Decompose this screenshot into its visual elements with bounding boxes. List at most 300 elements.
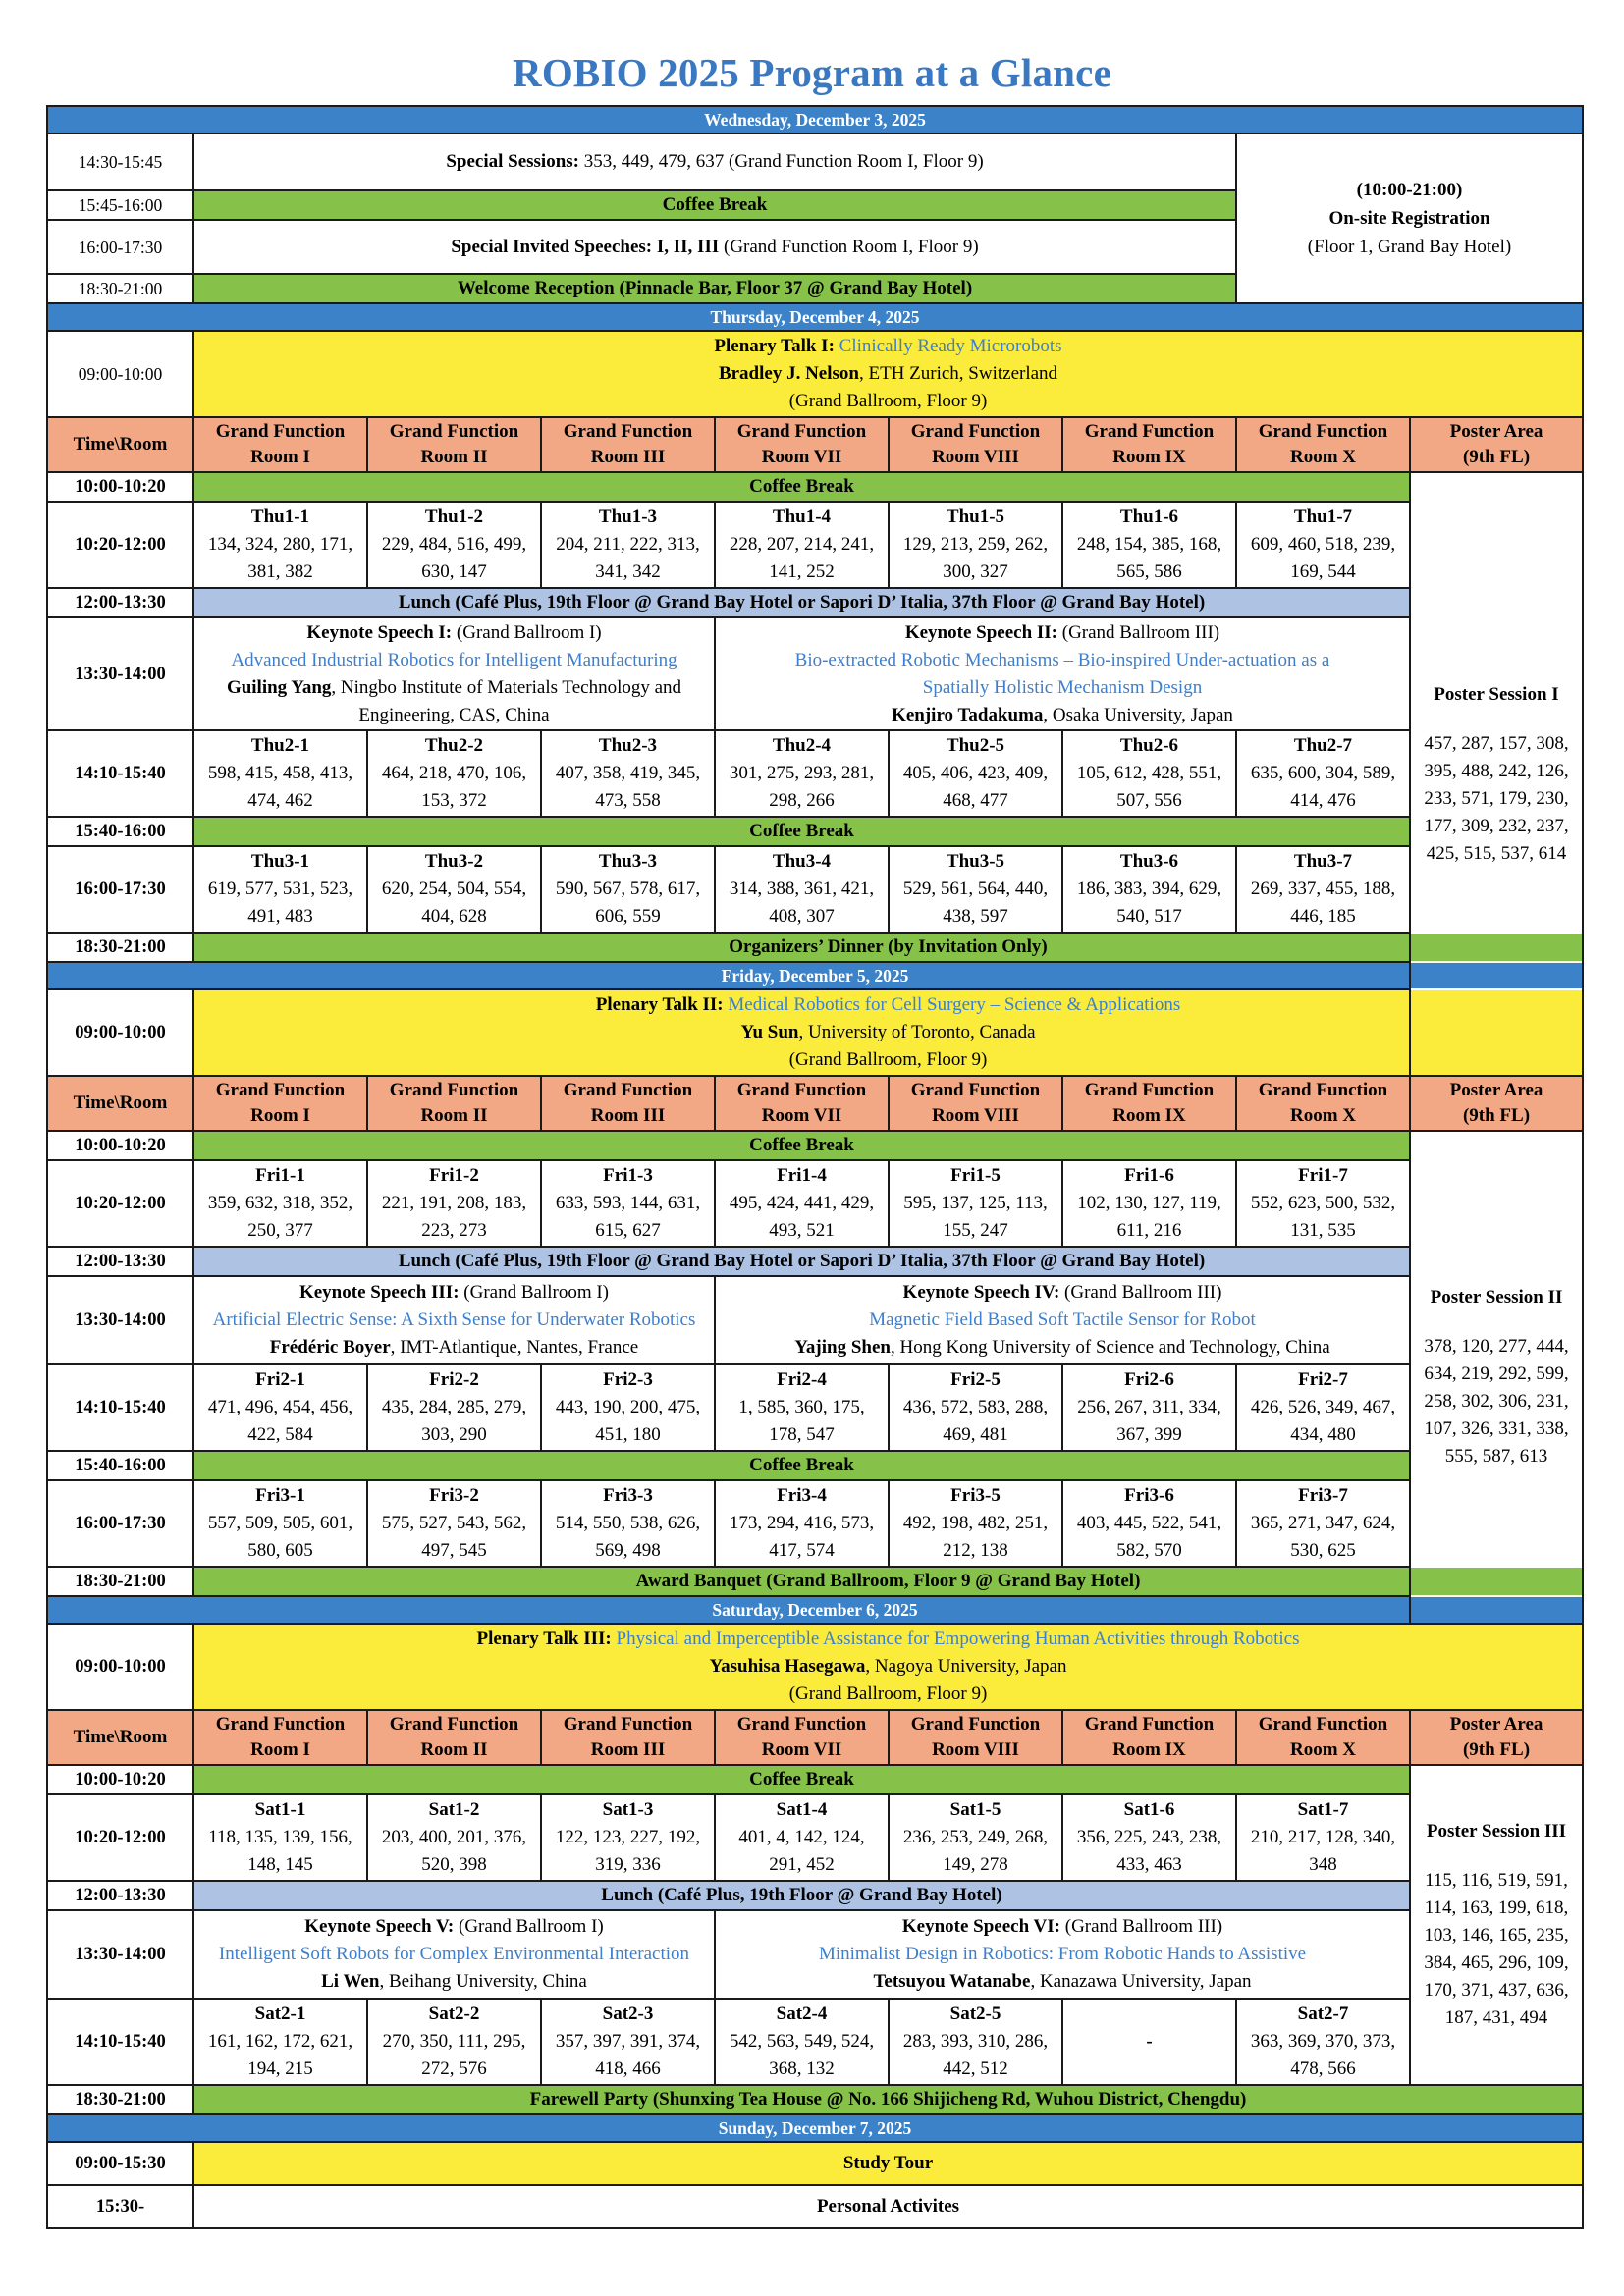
- time-cell: 15:45-16:00: [47, 190, 193, 220]
- paper-ids: 250, 377: [247, 1220, 313, 1241]
- time-cell: 18:30-21:00: [47, 1567, 193, 1596]
- poster-title: Poster Session II: [1430, 1287, 1563, 1308]
- session-cell: [1062, 846, 1236, 933]
- time-cell: 13:30-14:00: [47, 1910, 193, 1999]
- paper-ids: 381, 382: [247, 561, 313, 582]
- paper-ids: 446, 185: [1290, 906, 1356, 927]
- keynote-affiliation: Engineering, CAS, China: [358, 704, 550, 725]
- room-header: [715, 417, 889, 472]
- paper-ids: 580, 605: [247, 1540, 313, 1561]
- session-id: Fri2-4: [777, 1369, 827, 1390]
- paper-ids: 341, 342: [595, 561, 661, 582]
- keynote-location: (Grand Ballroom I): [452, 621, 602, 643]
- paper-ids: 620, 254, 504, 554,: [381, 879, 527, 899]
- poster-ids: 555, 587, 613: [1444, 1446, 1548, 1467]
- session-id: Fri1-1: [255, 1165, 305, 1186]
- paper-ids: 565, 586: [1116, 561, 1182, 582]
- session-id: Sat1-5: [949, 1799, 1001, 1820]
- paper-ids: 582, 570: [1116, 1540, 1182, 1561]
- paper-ids: 155, 247: [943, 1220, 1008, 1241]
- room-name: Grand Function Room VII: [736, 421, 867, 467]
- plenary-speaker: Bradley J. Nelson: [718, 363, 859, 384]
- paper-ids: 615, 627: [595, 1220, 661, 1241]
- coffee-break-cell: Coffee Break: [193, 190, 1236, 220]
- poster-ids: 170, 371, 437, 636,: [1424, 1980, 1569, 2001]
- room-name: Grand Function Room VIII: [910, 421, 1041, 467]
- special-sessions-label: Special Sessions:: [446, 151, 579, 172]
- paper-ids: 464, 218, 470, 106,: [381, 763, 527, 783]
- paper-ids: 203, 400, 201, 376,: [381, 1827, 527, 1847]
- registration-hours: (10:00-21:00): [1356, 180, 1463, 200]
- session-id: Fri1-6: [1124, 1165, 1174, 1186]
- session-cell: [715, 1794, 889, 1881]
- paper-ids: 210, 217, 128, 340,: [1250, 1827, 1396, 1847]
- time-cell: 18:30-21:00: [47, 2085, 193, 2114]
- paper-ids: 633, 593, 144, 631,: [555, 1193, 701, 1213]
- paper-ids: 405, 406, 423, 409,: [902, 763, 1049, 783]
- poster-ids: 457, 287, 157, 308,: [1424, 732, 1569, 754]
- paper-ids: 169, 544: [1290, 561, 1356, 582]
- paper-ids: 359, 632, 318, 352,: [207, 1193, 353, 1213]
- session-cell: [889, 1160, 1062, 1247]
- session-id: Fri3-4: [777, 1485, 827, 1506]
- room-header: [1410, 417, 1583, 472]
- paper-ids: 122, 123, 227, 192,: [555, 1827, 701, 1847]
- session-id: Fri2-6: [1124, 1369, 1174, 1390]
- award-banquet-cell: Award Banquet (Grand Ballroom, Floor 9 @ Grand Bay Hotel): [193, 1567, 1583, 1596]
- paper-ids: 134, 324, 280, 171,: [207, 534, 353, 555]
- paper-ids: 248, 154, 385, 168,: [1076, 534, 1222, 555]
- session-id: Thu1-1: [250, 507, 310, 527]
- time-cell: 16:00-17:30: [47, 846, 193, 933]
- paper-ids: 451, 180: [595, 1424, 661, 1445]
- keynote-affiliation: , IMT-Atlantique, Nantes, France: [390, 1337, 639, 1358]
- session-id: Thu3-2: [424, 851, 484, 872]
- keynote-affiliation: , Hong Kong University of Science and Technology, China: [890, 1337, 1330, 1358]
- time-cell: 13:30-14:00: [47, 1276, 193, 1364]
- keynote-speaker: Guiling Yang: [226, 676, 332, 698]
- time-cell: 14:30-15:45: [47, 133, 193, 190]
- session-id: Sat1-3: [602, 1799, 654, 1820]
- paper-ids: 434, 480: [1290, 1424, 1356, 1445]
- keynote-label: Keynote Speech VI:: [901, 1916, 1060, 1937]
- room-header: [1236, 417, 1410, 472]
- special-invited-label: Special Invited Speeches: I, II, III: [451, 236, 720, 257]
- paper-ids: 283, 393, 310, 286,: [902, 2031, 1049, 2052]
- time-cell: 09:00-15:30: [47, 2142, 193, 2185]
- paper-ids: 491, 483: [247, 906, 313, 927]
- paper-ids: 319, 336: [595, 1854, 661, 1875]
- session-id: Sat1-2: [428, 1799, 480, 1820]
- session-id: Fri2-7: [1298, 1369, 1348, 1390]
- room-name: Grand Function Room X: [1258, 1080, 1388, 1126]
- poster-ids: 258, 302, 306, 231,: [1424, 1391, 1569, 1412]
- paper-ids: 435, 284, 285, 279,: [381, 1397, 527, 1417]
- paper-ids: 606, 559: [595, 906, 661, 927]
- session-id: Fri1-3: [603, 1165, 653, 1186]
- session-cell: [715, 1160, 889, 1247]
- plenary-cell: [193, 989, 1583, 1076]
- keynote-cell: [715, 1276, 1410, 1364]
- keynote-location: (Grand Ballroom III): [1059, 1282, 1222, 1303]
- paper-ids: 367, 399: [1116, 1424, 1182, 1445]
- coffee-break-cell: Coffee Break: [193, 1451, 1410, 1480]
- session-id: Fri3-6: [1124, 1485, 1174, 1506]
- plenary-location: (Grand Ballroom, Floor 9): [788, 1049, 988, 1070]
- room-header: [193, 417, 367, 472]
- keynote-cell: [715, 617, 1410, 730]
- time-cell: 12:00-13:30: [47, 588, 193, 617]
- organizers-dinner-cell: Organizers’ Dinner (by Invitation Only): [193, 933, 1583, 962]
- session-cell: [1236, 502, 1410, 588]
- room-name: Grand Function Room I: [215, 1714, 346, 1760]
- poster-ids: 177, 309, 232, 237,: [1424, 815, 1569, 836]
- paper-ids: 403, 445, 522, 541,: [1076, 1513, 1222, 1533]
- session-id: Thu3-3: [598, 851, 658, 872]
- session-id: Thu1-6: [1119, 507, 1179, 527]
- keynote-label: Keynote Speech III:: [298, 1282, 460, 1303]
- paper-ids: 422, 584: [247, 1424, 313, 1445]
- plenary-label: Plenary Talk I:: [714, 336, 839, 356]
- time-cell: 10:00-10:20: [47, 1765, 193, 1794]
- paper-ids: 557, 509, 505, 601,: [207, 1513, 353, 1533]
- session-id: Thu1-3: [598, 507, 658, 527]
- paper-ids: 493, 521: [769, 1220, 835, 1241]
- paper-ids: 363, 369, 370, 373,: [1250, 2031, 1396, 2052]
- time-cell: 15:40-16:00: [47, 817, 193, 846]
- paper-ids: 270, 350, 111, 295,: [382, 2031, 526, 2052]
- keynote-title: Spatially Holistic Mechanism Design: [922, 676, 1203, 698]
- paper-ids: 153, 372: [421, 790, 487, 811]
- plenary-affiliation: , University of Toronto, Canada: [798, 1022, 1036, 1042]
- paper-ids: 635, 600, 304, 589,: [1250, 763, 1396, 783]
- paper-ids: 236, 253, 249, 268,: [902, 1827, 1049, 1847]
- session-cell: [1062, 1364, 1236, 1451]
- session-cell: [1062, 1999, 1236, 2085]
- keynote-title: Intelligent Soft Robots for Complex Environmental Interaction: [218, 1944, 690, 1964]
- session-cell: [541, 730, 715, 817]
- session-id: Fri3-7: [1298, 1485, 1348, 1506]
- time-cell: 14:10-15:40: [47, 1999, 193, 2085]
- paper-ids: 221, 191, 208, 183,: [381, 1193, 527, 1213]
- session-cell: [1236, 1364, 1410, 1451]
- poster-ids: 634, 219, 292, 599,: [1424, 1363, 1569, 1384]
- time-cell: 15:40-16:00: [47, 1451, 193, 1480]
- session-cell: [1062, 502, 1236, 588]
- paper-ids: 520, 398: [421, 1854, 487, 1875]
- session-cell: [541, 1364, 715, 1451]
- session-id: Sat2-2: [428, 2003, 480, 2024]
- session-cell: [367, 1160, 541, 1247]
- paper-ids: 314, 388, 361, 421,: [729, 879, 875, 899]
- room-header: [193, 1076, 367, 1131]
- poster-session-cell: [1410, 1131, 1583, 1624]
- keynote-cell: [193, 1276, 715, 1364]
- plenary-label: Plenary Talk II:: [595, 994, 729, 1015]
- plenary-location: (Grand Ballroom, Floor 9): [788, 1683, 988, 1704]
- session-id: Fri1-7: [1298, 1165, 1348, 1186]
- paper-ids: 204, 211, 222, 313,: [556, 534, 700, 555]
- poster-ids: 187, 431, 494: [1444, 2007, 1548, 2028]
- paper-ids: 469, 481: [943, 1424, 1008, 1445]
- room-header: [1410, 1710, 1583, 1765]
- paper-ids: 186, 383, 394, 629,: [1076, 879, 1222, 899]
- plenary-label: Plenary Talk III:: [476, 1629, 617, 1649]
- day-header: Thursday, December 4, 2025: [47, 303, 1583, 331]
- session-cell: [367, 1794, 541, 1881]
- keynote-cell: [715, 1910, 1410, 1999]
- poster-title: Poster Session I: [1434, 683, 1559, 705]
- session-cell: [889, 730, 1062, 817]
- program-body: [47, 106, 1583, 2228]
- room-header: [1062, 1076, 1236, 1131]
- paper-ids: 474, 462: [247, 790, 313, 811]
- room-header: [1236, 1076, 1410, 1131]
- session-id: Thu3-5: [946, 851, 1005, 872]
- special-sessions-cell: [193, 133, 1236, 190]
- paper-ids: 408, 307: [769, 906, 835, 927]
- session-cell: [889, 1480, 1062, 1567]
- session-cell: [367, 1480, 541, 1567]
- session-id: Thu2-1: [250, 735, 310, 756]
- plenary-affiliation: , ETH Zurich, Switzerland: [858, 363, 1058, 384]
- time-cell: 09:00-10:00: [47, 989, 193, 1076]
- keynote-speaker: Tetsuyou Watanabe: [873, 1971, 1031, 1992]
- paper-ids: 141, 252: [769, 561, 835, 582]
- keynote-affiliation: , Osaka University, Japan: [1043, 704, 1233, 725]
- session-cell: [193, 1364, 367, 1451]
- session-id: Fri3-5: [950, 1485, 1001, 1506]
- session-cell: [541, 502, 715, 588]
- day-header: Wednesday, December 3, 2025: [47, 106, 1583, 133]
- session-id: Thu3-6: [1119, 851, 1179, 872]
- session-id: -: [1146, 2031, 1153, 2052]
- keynote-title: Advanced Industrial Robotics for Intelligent Manufacturing: [231, 649, 677, 670]
- coffee-break-cell: Coffee Break: [193, 817, 1410, 846]
- paper-ids: 357, 397, 391, 374,: [555, 2031, 701, 2052]
- keynote-label: Keynote Speech IV:: [902, 1282, 1060, 1303]
- session-id: Sat2-4: [776, 2003, 828, 2024]
- day-header: Sunday, December 7, 2025: [47, 2114, 1583, 2142]
- session-id: Fri2-1: [255, 1369, 305, 1390]
- time-cell: 10:00-10:20: [47, 1131, 193, 1160]
- paper-ids: 595, 137, 125, 113,: [903, 1193, 1048, 1213]
- room-header: [1062, 1710, 1236, 1765]
- session-cell: [541, 1794, 715, 1881]
- time-cell: 13:30-14:00: [47, 617, 193, 730]
- session-id: Fri1-4: [777, 1165, 827, 1186]
- paper-ids: 471, 496, 454, 456,: [207, 1397, 353, 1417]
- session-cell: [1062, 730, 1236, 817]
- session-id: Fri3-3: [603, 1485, 653, 1506]
- paper-ids: 611, 216: [1116, 1220, 1182, 1241]
- registration-cell: [1236, 133, 1583, 303]
- room-name: Grand Function Room VII: [736, 1080, 867, 1126]
- coffee-break-cell: Coffee Break: [193, 472, 1410, 502]
- paper-ids: 407, 358, 419, 345,: [555, 763, 701, 783]
- time-cell: 10:20-12:00: [47, 1794, 193, 1881]
- session-id: Sat1-4: [776, 1799, 828, 1820]
- paper-ids: 401, 4, 142, 124,: [738, 1827, 865, 1847]
- keynote-title: Minimalist Design in Robotics: From Robotic Hands to Assistive: [818, 1944, 1307, 1964]
- keynote-location: (Grand Ballroom III): [1060, 1916, 1223, 1937]
- session-id: Thu2-6: [1119, 735, 1179, 756]
- session-id: Fri1-5: [950, 1165, 1001, 1186]
- session-cell: [367, 1364, 541, 1451]
- keynote-title: Bio-extracted Robotic Mechanisms – Bio-inspired Under-actuation as a: [794, 649, 1330, 670]
- poster-ids: 107, 326, 331, 338,: [1424, 1418, 1569, 1439]
- day-header: Friday, December 5, 2025: [47, 962, 1583, 989]
- keynote-title: Artificial Electric Sense: A Sixth Sense for Underwater Robotics: [212, 1309, 696, 1330]
- room-header: [889, 417, 1062, 472]
- room-header: [1410, 1076, 1583, 1131]
- session-cell: [715, 502, 889, 588]
- session-cell: [193, 502, 367, 588]
- session-cell: [193, 1999, 367, 2085]
- paper-ids: 478, 566: [1290, 2058, 1356, 2079]
- session-cell: [1062, 1480, 1236, 1567]
- room-name: Grand Function Room VII: [736, 1714, 867, 1760]
- paper-ids: 365, 271, 347, 624,: [1250, 1513, 1396, 1533]
- time-room-label: Time\Room: [73, 1727, 168, 1747]
- session-cell: [193, 730, 367, 817]
- room-header: [367, 1710, 541, 1765]
- keynote-cell: [193, 617, 715, 730]
- room-name: Grand Function Room IX: [1084, 1080, 1215, 1126]
- paper-ids: 1, 585, 360, 175,: [738, 1397, 865, 1417]
- room-name: Grand Function Room III: [563, 421, 693, 467]
- time-cell: 15:30-: [47, 2185, 193, 2228]
- paper-ids: 148, 145: [247, 1854, 313, 1875]
- room-header: [1236, 1710, 1410, 1765]
- paper-ids: 514, 550, 538, 626,: [555, 1513, 701, 1533]
- room-header: [193, 1710, 367, 1765]
- session-cell: [1236, 1480, 1410, 1567]
- keynote-location: (Grand Ballroom III): [1057, 621, 1220, 643]
- plenary-affiliation: , Nagoya University, Japan: [865, 1656, 1067, 1677]
- poster-ids: 395, 488, 242, 126,: [1424, 760, 1569, 781]
- poster-ids: 103, 146, 165, 235,: [1424, 1925, 1569, 1946]
- coffee-break-cell: Coffee Break: [193, 1765, 1410, 1794]
- session-id: Thu3-1: [250, 851, 310, 872]
- paper-ids: 194, 215: [247, 2058, 313, 2079]
- poster-session-cell: [1410, 1765, 1583, 2085]
- session-id: Sat1-7: [1297, 1799, 1349, 1820]
- session-cell: [193, 1480, 367, 1567]
- paper-ids: 223, 273: [421, 1220, 487, 1241]
- room-name: Grand Function Room X: [1258, 421, 1388, 467]
- session-id: Fri3-2: [429, 1485, 479, 1506]
- room-name: Poster Area (9th FL): [1449, 1080, 1543, 1126]
- session-cell: [193, 1794, 367, 1881]
- paper-ids: 530, 625: [1290, 1540, 1356, 1561]
- room-name: Grand Function Room X: [1258, 1714, 1388, 1760]
- paper-ids: 443, 190, 200, 475,: [555, 1397, 701, 1417]
- keynote-location: (Grand Ballroom I): [454, 1916, 604, 1937]
- session-cell: [1236, 1794, 1410, 1881]
- session-id: Sat2-5: [949, 2003, 1001, 2024]
- keynote-speaker: Yajing Shen: [794, 1337, 891, 1358]
- room-name: Grand Function Room IX: [1084, 1714, 1215, 1760]
- paper-ids: 575, 527, 543, 562,: [381, 1513, 527, 1533]
- time-cell: 10:20-12:00: [47, 1160, 193, 1247]
- keynote-title: Magnetic Field Based Soft Tactile Sensor for Robot: [869, 1309, 1256, 1330]
- poster-ids: 384, 465, 296, 109,: [1424, 1952, 1569, 1973]
- session-cell: [367, 730, 541, 817]
- keynote-speaker: Frédéric Boyer: [269, 1337, 391, 1358]
- paper-ids: 291, 452: [769, 1854, 835, 1875]
- session-cell: [889, 1794, 1062, 1881]
- room-header: [541, 417, 715, 472]
- session-cell: [889, 1364, 1062, 1451]
- paper-ids: 118, 135, 139, 156,: [208, 1827, 352, 1847]
- paper-ids: 590, 567, 578, 617,: [555, 879, 701, 899]
- room-name: Grand Function Room III: [563, 1714, 693, 1760]
- session-cell: [715, 1480, 889, 1567]
- personal-activities-cell: Personal Activites: [193, 2185, 1583, 2228]
- plenary-cell: [193, 331, 1583, 417]
- paper-ids: 542, 563, 549, 524,: [729, 2031, 875, 2052]
- session-cell: [1236, 1160, 1410, 1247]
- time-cell: 14:10-15:40: [47, 730, 193, 817]
- session-id: Thu1-2: [424, 507, 484, 527]
- room-name: Grand Function Room IX: [1084, 421, 1215, 467]
- paper-ids: 414, 476: [1290, 790, 1356, 811]
- farewell-party-cell: Farewell Party (Shunxing Tea House @ No. 166 Shijicheng Rd, Wuhou District, Chengdu): [193, 2085, 1583, 2114]
- session-cell: [541, 1480, 715, 1567]
- time-cell: 12:00-13:30: [47, 1881, 193, 1910]
- paper-ids: 102, 130, 127, 119,: [1077, 1193, 1221, 1213]
- session-id: Fri3-1: [255, 1485, 305, 1506]
- time-cell: 09:00-10:00: [47, 1624, 193, 1710]
- lunch-cell: Lunch (Café Plus, 19th Floor @ Grand Bay Hotel or Sapori D’ Italia, 37th Floor @ Grand Bay Hotel): [193, 1247, 1410, 1276]
- poster-ids: 115, 116, 519, 591,: [1425, 1870, 1568, 1891]
- session-cell: [193, 846, 367, 933]
- paper-ids: 438, 597: [943, 906, 1008, 927]
- session-id: Thu2-2: [424, 735, 484, 756]
- session-id: Sat1-1: [254, 1799, 306, 1820]
- poster-ids: 425, 515, 537, 614: [1426, 842, 1567, 864]
- time-cell: 16:00-17:30: [47, 1480, 193, 1567]
- page-title: ROBIO 2025 Program at a Glance: [513, 50, 1111, 95]
- paper-ids: 161, 162, 172, 621,: [207, 2031, 353, 2052]
- paper-ids: 298, 266: [769, 790, 835, 811]
- session-id: Sat2-7: [1297, 2003, 1349, 2024]
- session-cell: [193, 1160, 367, 1247]
- time-cell: 16:00-17:30: [47, 220, 193, 274]
- plenary-speaker: Yu Sun: [740, 1022, 799, 1042]
- program-table: [46, 105, 1584, 2229]
- special-invited-text: (Grand Function Room I, Floor 9): [719, 236, 979, 257]
- session-cell: [715, 1999, 889, 2085]
- plenary-location: (Grand Ballroom, Floor 9): [788, 391, 988, 411]
- session-id: Fri2-3: [603, 1369, 653, 1390]
- time-cell: 14:10-15:40: [47, 1364, 193, 1451]
- session-id: Sat1-6: [1123, 1799, 1175, 1820]
- paper-ids: 552, 623, 500, 532,: [1250, 1193, 1396, 1213]
- session-cell: [1236, 1999, 1410, 2085]
- paper-ids: 418, 466: [595, 2058, 661, 2079]
- paper-ids: 473, 558: [595, 790, 661, 811]
- special-invited-cell: [193, 220, 1236, 274]
- room-header: [367, 417, 541, 472]
- poster-ids: 233, 571, 179, 230,: [1424, 787, 1569, 809]
- room-header: [541, 1076, 715, 1131]
- session-cell: [1236, 846, 1410, 933]
- session-id: Thu2-4: [772, 735, 832, 756]
- time-cell: 10:20-12:00: [47, 502, 193, 588]
- paper-ids: 229, 484, 516, 499,: [381, 534, 527, 555]
